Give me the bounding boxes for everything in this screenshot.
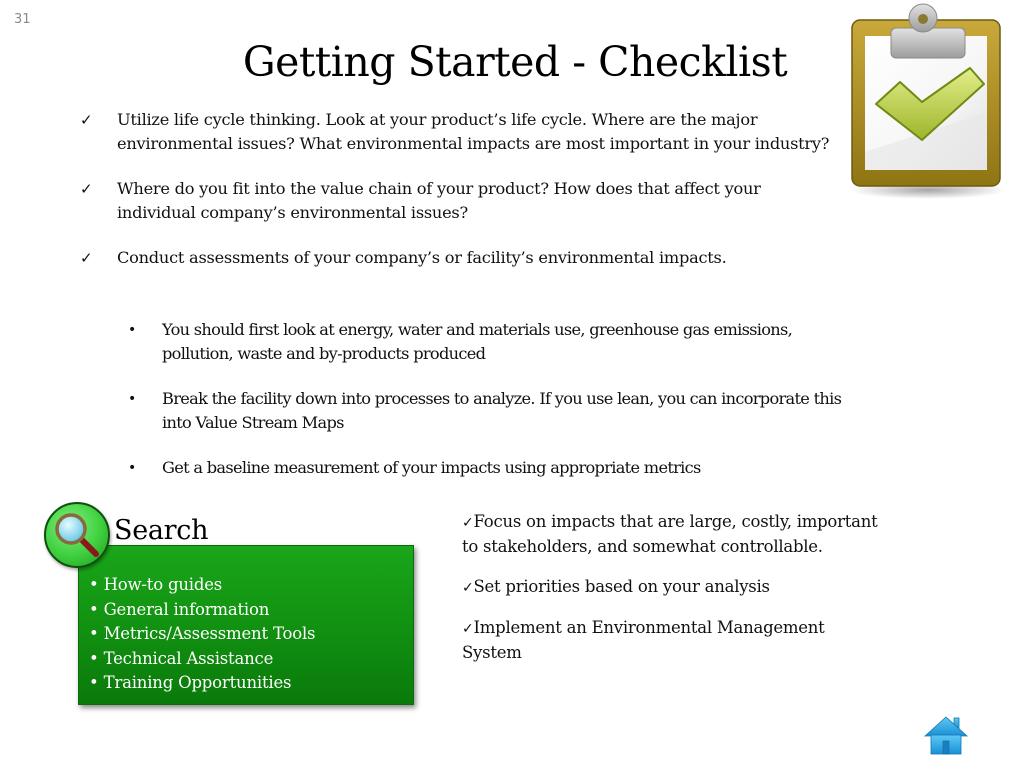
search-button[interactable] — [44, 502, 110, 568]
checkmark-icon: ✓ — [462, 580, 474, 596]
checkmark-icon: ✓ — [80, 180, 93, 198]
priority-item-text: Implement an Environmental Management System — [462, 618, 825, 662]
bullet-icon: • — [128, 391, 136, 407]
sub-bullet-text: Get a baseline measurement of your impacts using appropriate metrics — [162, 458, 701, 477]
sub-bullet-item — [128, 456, 848, 480]
sub-bullet-text: Break the facility down into processes to analyze. If you use lean, you can incorporate this into Value Stream Maps — [162, 389, 842, 432]
sub-bullet-list — [128, 318, 848, 501]
sub-bullet-text: You should first look at energy, water and materials use, greenhouse gas emissions, pollution, waste and by-products produced — [162, 320, 793, 363]
priority-item-text: Set priorities based on your analysis — [473, 577, 770, 596]
checkmark-icon: ✓ — [80, 249, 93, 267]
search-resource-item[interactable]: • How-to guides — [89, 575, 223, 594]
search-resource-item[interactable]: • General information — [89, 599, 270, 619]
priority-checklist — [462, 510, 882, 681]
checklist-item-text: Conduct assessments of your company’s or facility’s environmental impacts. — [117, 248, 727, 267]
checkmark-icon: ✓ — [462, 515, 474, 531]
priority-item — [462, 575, 882, 600]
search-label: Search — [114, 515, 209, 546]
checklist-item — [80, 177, 840, 225]
magnifier-icon — [46, 504, 108, 566]
home-icon[interactable] — [923, 714, 969, 756]
bullet-icon: • — [128, 460, 136, 476]
search-resource-item[interactable]: • Training Opportunities — [89, 673, 292, 693]
priority-item — [462, 616, 882, 665]
main-checklist — [80, 108, 840, 291]
search-resource-item[interactable]: • Metrics/Assessment Tools — [89, 624, 316, 644]
checklist-item-text: Utilize life cycle thinking. Look at your product’s life cycle. Where are the major environmental issues? What environmental impacts are most important in your industry? — [117, 110, 830, 153]
checklist-item — [80, 246, 840, 270]
priority-item-text: Focus on impacts that are large, costly, important to stakeholders, and somewhat controllable. — [462, 512, 878, 556]
search-resources-panel — [78, 545, 414, 705]
search-resource-item[interactable]: • Technical Assistance — [89, 648, 274, 668]
checkmark-icon: ✓ — [80, 111, 93, 129]
slide-title: Getting Started - Checklist — [242, 38, 788, 86]
sub-bullet-item — [128, 387, 848, 435]
sub-bullet-item — [128, 318, 848, 366]
clipboard-check-icon — [846, 2, 1010, 200]
checklist-item — [80, 108, 840, 156]
bullet-icon: • — [128, 322, 136, 338]
search-resources-list — [89, 573, 315, 696]
priority-item — [462, 510, 882, 559]
checklist-item-text: Where do you fit into the value chain of your product? How does that affect your individual company’s environmental issues? — [117, 179, 761, 222]
slide-number: 31 — [14, 12, 31, 27]
checkmark-icon: ✓ — [462, 621, 474, 637]
